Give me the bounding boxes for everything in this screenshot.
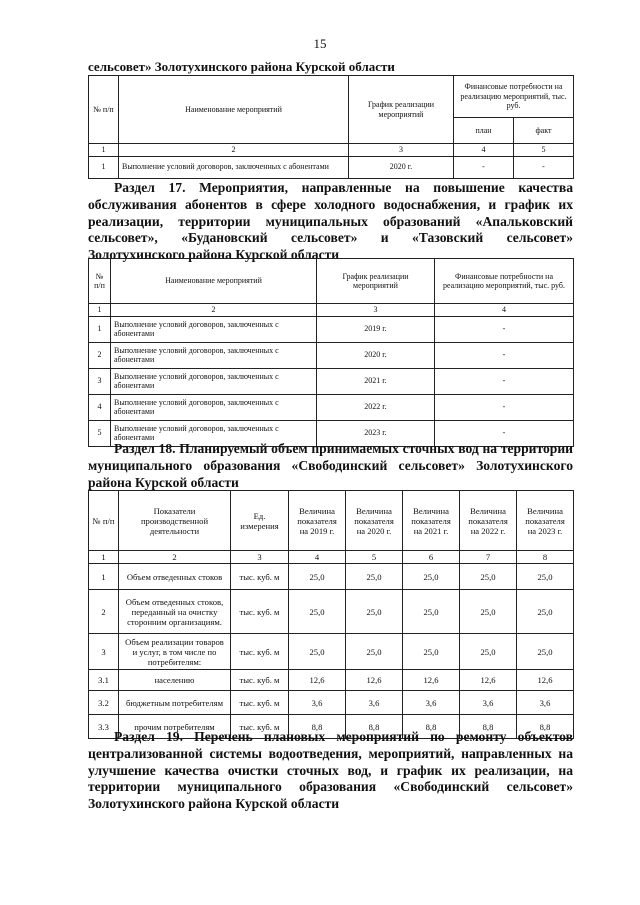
- t3-colnum: 1: [89, 551, 119, 564]
- t3-row-name: Объем отведенных стоков, переданный на очистку сторонним организациям.: [119, 590, 231, 634]
- t1-h-schedule: График реализации мероприятий: [349, 76, 454, 144]
- t3-row-value: 25,0: [460, 590, 517, 634]
- t3-row-value: 25,0: [289, 634, 346, 670]
- t3-row-value: 8,8: [403, 715, 460, 739]
- t3-row-value: 12,6: [460, 670, 517, 691]
- section18-heading: Раздел 18. Планируемый объем принимаемых сточных вод на территории муниципального образования «Свободинский сельсовет» Золотухинского района Курской области: [88, 441, 573, 490]
- t3-row-value: 25,0: [346, 590, 403, 634]
- t1-h-num: № п/п: [89, 76, 119, 144]
- t3-colnum: 8: [517, 551, 574, 564]
- t1-row-year: 2020 г.: [349, 156, 454, 178]
- t3-h-num: № п/п: [89, 491, 119, 551]
- t3-row-value: 25,0: [346, 634, 403, 670]
- t3-row-value: 25,0: [460, 634, 517, 670]
- t2-colnum: 3: [317, 304, 435, 317]
- t2-colnum: 1: [89, 304, 111, 317]
- t2-row-value: -: [435, 342, 574, 368]
- t2-row-value: -: [435, 394, 574, 420]
- t3-colnum: 3: [231, 551, 289, 564]
- t3-row-value: 12,6: [346, 670, 403, 691]
- t3-row-unit: тыс. куб. м: [231, 691, 289, 715]
- t3-row-value: 3,6: [289, 691, 346, 715]
- t3-row-value: 3,6: [460, 691, 517, 715]
- t3-row-value: 25,0: [289, 590, 346, 634]
- t2-row-num: 2: [89, 342, 111, 368]
- t2-row-value: -: [435, 368, 574, 394]
- t1-colnum: 1: [89, 144, 119, 157]
- t3-h-indicator: Показатели производственной деятельности: [119, 491, 231, 551]
- t3-h-2019: Величина показателя на 2019 г.: [289, 491, 346, 551]
- t3-row-num: 1: [89, 564, 119, 590]
- t3-row-num: 2: [89, 590, 119, 634]
- t2-row-year: 2019 г.: [317, 316, 435, 342]
- t3-row-num: 3.3: [89, 715, 119, 739]
- t3-row-value: 25,0: [460, 564, 517, 590]
- t3-row-unit: тыс. куб. м: [231, 564, 289, 590]
- t1-colnum: 2: [119, 144, 349, 157]
- t2-colnum: 2: [111, 304, 317, 317]
- t2-row-name: Выполнение условий договоров, заключенных с абонентами: [111, 368, 317, 394]
- t2-row-year: 2022 г.: [317, 394, 435, 420]
- t3-row-name: Объем отведенных стоков: [119, 564, 231, 590]
- t3-row-value: 8,8: [289, 715, 346, 739]
- t1-colnum: 5: [514, 144, 574, 157]
- t1-row-fact: -: [514, 156, 574, 178]
- t2-row-num: 1: [89, 316, 111, 342]
- t3-colnum: 5: [346, 551, 403, 564]
- t2-row-name: Выполнение условий договоров, заключенных с абонентами: [111, 394, 317, 420]
- t3-row-value: 3,6: [346, 691, 403, 715]
- t3-colnum: 4: [289, 551, 346, 564]
- t3-row-unit: тыс. куб. м: [231, 670, 289, 691]
- t2-row-name: Выполнение условий договоров, заключенных с абонентами: [111, 316, 317, 342]
- t3-h-2022: Величина показателя на 2022 г.: [460, 491, 517, 551]
- section19-heading: Раздел 19. Перечень плановых мероприятий по ремонту объектов централизованной системы водоотведения, мероприятий, направленных на улучшение качества очистки сточных вод, и график их реализации, на территории муниципального образования «Свободинский сельсовет» Золотухинского района Курской области: [88, 729, 573, 812]
- t2-h-name: Наименование мероприятий: [111, 259, 317, 304]
- page-number: 15: [313, 36, 327, 51]
- t3-row-value: 3,6: [517, 691, 574, 715]
- t1-h-plan: план: [454, 118, 514, 144]
- t3-row-num: 3: [89, 634, 119, 670]
- t3-row-num: 3.1: [89, 670, 119, 691]
- t2-row-num: 3: [89, 368, 111, 394]
- t2-row-year: 2023 г.: [317, 420, 435, 446]
- t3-row-name: населению: [119, 670, 231, 691]
- t3-row-value: 25,0: [517, 634, 574, 670]
- t1-h-finance: Финансовые потребности на реализацию мероприятий, тыс. руб.: [454, 76, 574, 118]
- t2-row-value: -: [435, 316, 574, 342]
- t2-h-schedule: График реализации мероприятий: [317, 259, 435, 304]
- t1-row-plan: -: [454, 156, 514, 178]
- t3-row-value: 25,0: [403, 564, 460, 590]
- t3-row-value: 3,6: [403, 691, 460, 715]
- table2: [88, 258, 574, 447]
- t3-h-2021: Величина показателя на 2021 г.: [403, 491, 460, 551]
- t1-colnum: 3: [349, 144, 454, 157]
- table1-title: сельсовет» Золотухинского района Курской области: [88, 59, 395, 74]
- t2-row-name: Выполнение условий договоров, заключенных с абонентами: [111, 342, 317, 368]
- t2-row-year: 2020 г.: [317, 342, 435, 368]
- t3-colnum: 6: [403, 551, 460, 564]
- t3-row-value: 25,0: [517, 590, 574, 634]
- t3-row-value: 8,8: [517, 715, 574, 739]
- t3-h-unit: Ед. измерения: [231, 491, 289, 551]
- t3-row-value: 25,0: [403, 590, 460, 634]
- t3-row-value: 25,0: [289, 564, 346, 590]
- t2-row-value: -: [435, 420, 574, 446]
- t3-row-value: 12,6: [403, 670, 460, 691]
- t3-row-value: 8,8: [460, 715, 517, 739]
- t3-row-value: 12,6: [517, 670, 574, 691]
- t1-row-num: 1: [89, 156, 119, 178]
- t2-h-num: № п/п: [89, 259, 111, 304]
- t1-row-name: Выполнение условий договоров, заключенных с абонентами: [119, 156, 349, 178]
- t3-row-value: 25,0: [403, 634, 460, 670]
- t3-row-num: 3.2: [89, 691, 119, 715]
- t3-row-value: 25,0: [517, 564, 574, 590]
- section17-heading: Раздел 17. Мероприятия, направленные на повышение качества обслуживания абонентов в сфере холодного водоснабжения, и график их реализации, территории муниципальных образований «Апальковский сельсовет», «Будановский сельсовет» и «Тазовский сельсовет» Золотухинского района Курской области: [88, 180, 573, 263]
- t3-colnum: 2: [119, 551, 231, 564]
- t3-row-unit: тыс. куб. м: [231, 715, 289, 739]
- t3-h-2023: Величина показателя на 2023 г.: [517, 491, 574, 551]
- t3-row-name: прочим потребителям: [119, 715, 231, 739]
- t3-row-value: 12,6: [289, 670, 346, 691]
- t3-h-2020: Величина показателя на 2020 г.: [346, 491, 403, 551]
- t3-row-name: бюджетным потребителям: [119, 691, 231, 715]
- table1: [88, 75, 574, 179]
- t3-row-value: 8,8: [346, 715, 403, 739]
- t1-colnum: 4: [454, 144, 514, 157]
- t3-row-unit: тыс. куб. м: [231, 590, 289, 634]
- t2-row-year: 2021 г.: [317, 368, 435, 394]
- t2-row-name: Выполнение условий договоров, заключенных с абонентами: [111, 420, 317, 446]
- t2-row-num: 4: [89, 394, 111, 420]
- t3-row-value: 25,0: [346, 564, 403, 590]
- t2-row-num: 5: [89, 420, 111, 446]
- t3-row-name: Объем реализации товаров и услуг, в том числе по потребителям:: [119, 634, 231, 670]
- t2-h-finance: Финансовые потребности на реализацию мероприятий, тыс. руб.: [435, 259, 574, 304]
- t3-colnum: 7: [460, 551, 517, 564]
- t2-colnum: 4: [435, 304, 574, 317]
- table3: [88, 490, 574, 739]
- t1-h-fact: факт: [514, 118, 574, 144]
- t3-row-unit: тыс. куб. м: [231, 634, 289, 670]
- t1-h-name: Наименование мероприятий: [119, 76, 349, 144]
